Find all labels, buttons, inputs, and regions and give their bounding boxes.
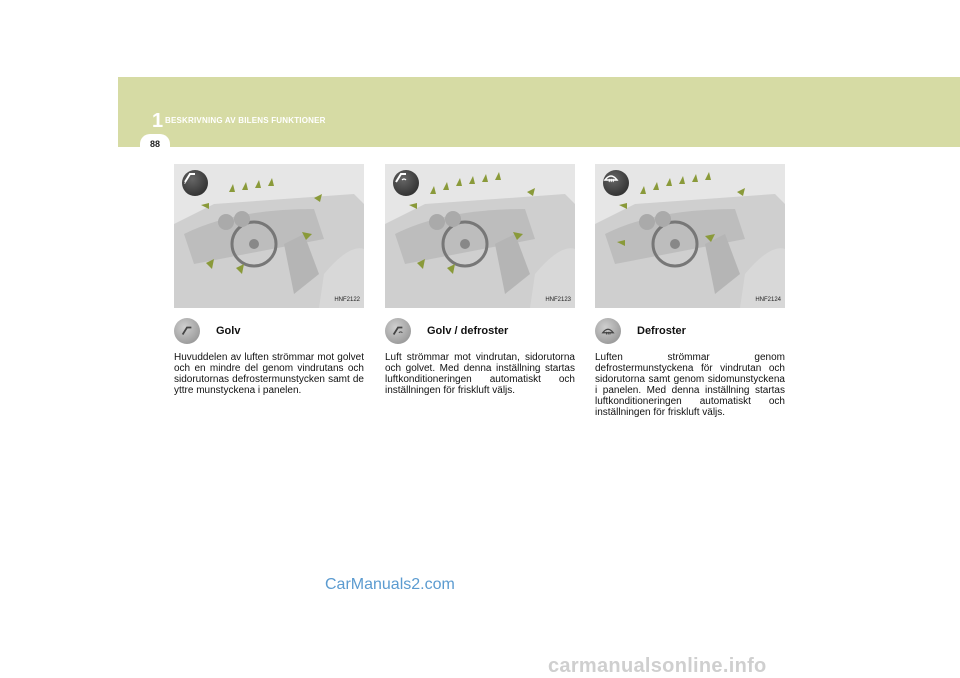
mode-title: Defroster	[637, 325, 686, 337]
mode-description: Luften strömmar genom defrostermunstyckena för vindrutan och sidorutorna samt genom sidomunstyckena i panelen. Med denna inställning startas luftkonditioneringen automatiskt och inställningen för friskluft väljs.	[595, 352, 785, 418]
mode-section-floor-defrost	[385, 164, 575, 396]
dashboard-illustration	[385, 164, 575, 308]
defrost-icon	[603, 170, 629, 196]
image-code: HNF2122	[334, 297, 360, 303]
mode-section-floor	[174, 164, 364, 396]
floor-defrost-icon	[385, 318, 411, 344]
image-code: HNF2123	[545, 297, 571, 303]
mode-description: Luft strömmar mot vindrutan, sidorutorna och golvet. Med denna inställning startas luftkonditioneringen automatiskt och inställningen för friskluft väljs.	[385, 352, 575, 396]
floor-defrost-icon	[393, 170, 419, 196]
dashboard-illustration	[174, 164, 364, 308]
chapter-title: BESKRIVNING AV BILENS FUNKTIONER	[165, 116, 326, 125]
floor-vent-icon	[174, 318, 200, 344]
mode-section-defrost	[595, 164, 785, 418]
floor-vent-icon	[182, 170, 208, 196]
mode-title: Golv / defroster	[427, 325, 509, 337]
defrost-icon	[595, 318, 621, 344]
mode-description: Huvuddelen av luften strömmar mot golvet och en mindre del genom vindrutans och sidorutornas defrostermunstycken samt de yttre munstyckena i panelen.	[174, 352, 364, 396]
chapter-header-band	[118, 77, 960, 147]
page-number: 88	[150, 139, 161, 149]
footer-watermark: carmanualsonline.info	[548, 655, 767, 677]
dashboard-illustration	[595, 164, 785, 308]
mode-title: Golv	[216, 325, 241, 337]
watermark-link[interactable]: CarManuals2.com	[325, 576, 455, 593]
chapter-number: 1	[152, 110, 164, 132]
image-code: HNF2124	[755, 297, 781, 303]
